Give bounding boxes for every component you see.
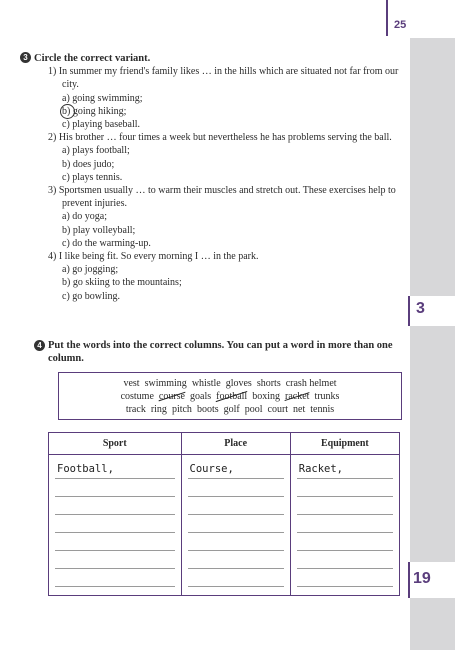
word: boxing	[252, 391, 280, 402]
word: ring	[150, 404, 167, 415]
option[interactable]: c) do the warming-up.	[62, 237, 151, 249]
answer-line[interactable]	[55, 479, 175, 497]
word-bank-row	[59, 373, 401, 390]
word: boots	[196, 404, 219, 415]
question-text: 1) In summer my friend's family likes … in the hills which are situated not far from our city.	[48, 66, 399, 91]
word-crossed: course	[158, 391, 185, 402]
question-2	[34, 131, 406, 184]
unit-tab-divider	[408, 296, 410, 326]
word: shorts	[256, 378, 281, 389]
answer-line[interactable]: Course,	[188, 461, 284, 479]
word-crossed: football	[216, 391, 248, 402]
word: vest	[123, 378, 140, 389]
exercise-3-heading	[23, 52, 406, 65]
option[interactable]: c) plays tennis.	[62, 171, 123, 183]
answer-line[interactable]	[188, 479, 284, 497]
exercise-4-title: Put the words into the correct columns. You can put a word in more than one column.	[48, 340, 393, 364]
word: court	[267, 404, 289, 415]
columns-table	[48, 432, 400, 596]
answer-line[interactable]	[55, 515, 175, 533]
column-header-sport: Sport	[49, 433, 182, 455]
option[interactable]: c) playing baseball.	[62, 119, 141, 131]
word-bank-row	[59, 403, 401, 416]
word: track	[125, 404, 146, 415]
option[interactable]: a) do yoga;	[62, 211, 107, 223]
place-column	[181, 455, 290, 596]
question-text: 2) His brother … four times a week but nevertheless he has problems serving the ball.	[48, 132, 392, 144]
answer-line[interactable]	[55, 569, 175, 587]
word: gloves	[225, 378, 252, 389]
option-label: b) going hiking;	[62, 105, 127, 117]
word: swimming	[144, 378, 187, 389]
answer-line[interactable]	[55, 551, 175, 569]
answer-line[interactable]	[297, 497, 393, 515]
answer-line[interactable]	[297, 533, 393, 551]
question-3	[34, 184, 406, 250]
option[interactable]: c) go bowling.	[62, 290, 121, 302]
option[interactable]: b) go skiing to the mountains;	[62, 277, 182, 289]
answer-line[interactable]	[188, 569, 284, 587]
option[interactable]: a) going swimming;	[62, 92, 143, 104]
word: net	[293, 404, 306, 415]
exercise-4-number: 4	[34, 340, 45, 351]
question-text: 4) I like being fit. So every morning I … in the park.	[48, 251, 259, 263]
answer-line[interactable]: Football,	[55, 461, 175, 479]
word: crash helmet	[285, 378, 337, 389]
exercise-4-heading	[37, 339, 398, 365]
word: pool	[244, 404, 263, 415]
exercise-3-number: 3	[20, 52, 31, 63]
table-header-row	[49, 433, 400, 455]
question-4	[34, 250, 406, 303]
word: costume	[120, 391, 154, 402]
equipment-column	[290, 455, 399, 596]
page-number-tab	[410, 0, 455, 38]
side-page-number: 19	[413, 570, 431, 587]
option[interactable]: a) plays football;	[62, 145, 130, 157]
word-bank	[58, 372, 402, 420]
word-bank-row	[59, 390, 401, 403]
word: trunks	[314, 391, 340, 402]
answer-line[interactable]	[188, 497, 284, 515]
answer-line[interactable]	[188, 551, 284, 569]
word: whistle	[191, 378, 221, 389]
option[interactable]: a) go jogging;	[62, 264, 119, 276]
answer-line[interactable]	[188, 533, 284, 551]
page-number-divider	[386, 0, 388, 36]
answer-line[interactable]	[297, 569, 393, 587]
answer-line[interactable]: Racket,	[297, 461, 393, 479]
sport-column	[49, 455, 182, 596]
word: golf	[223, 404, 240, 415]
exercise-3	[23, 52, 406, 303]
question-text: 3) Sportsmen usually … to warm their muscles and stretch out. These exercises help to prevent injuries.	[48, 185, 396, 210]
option[interactable]: b) play volleyball;	[62, 224, 136, 236]
answer-line[interactable]	[55, 497, 175, 515]
side-page-divider	[408, 562, 410, 598]
word: pitch	[171, 404, 192, 415]
answer-line[interactable]	[297, 551, 393, 569]
answer-line[interactable]	[297, 479, 393, 497]
table-body-row	[49, 455, 400, 596]
exercise-3-title: Circle the correct variant.	[34, 53, 151, 64]
answer-circle	[60, 104, 75, 119]
word: tennis	[310, 404, 335, 415]
question-1	[34, 65, 406, 131]
word-crossed: racket	[285, 391, 310, 402]
option[interactable]: b) does judo;	[62, 158, 115, 170]
page-number: 25	[394, 19, 407, 31]
answer-line[interactable]	[55, 533, 175, 551]
answer-line[interactable]	[297, 515, 393, 533]
answer-line[interactable]	[188, 515, 284, 533]
option-circled[interactable]	[62, 105, 406, 118]
word: goals	[190, 391, 212, 402]
unit-number: 3	[416, 300, 425, 317]
column-header-place: Place	[181, 433, 290, 455]
column-header-equipment: Equipment	[290, 433, 399, 455]
